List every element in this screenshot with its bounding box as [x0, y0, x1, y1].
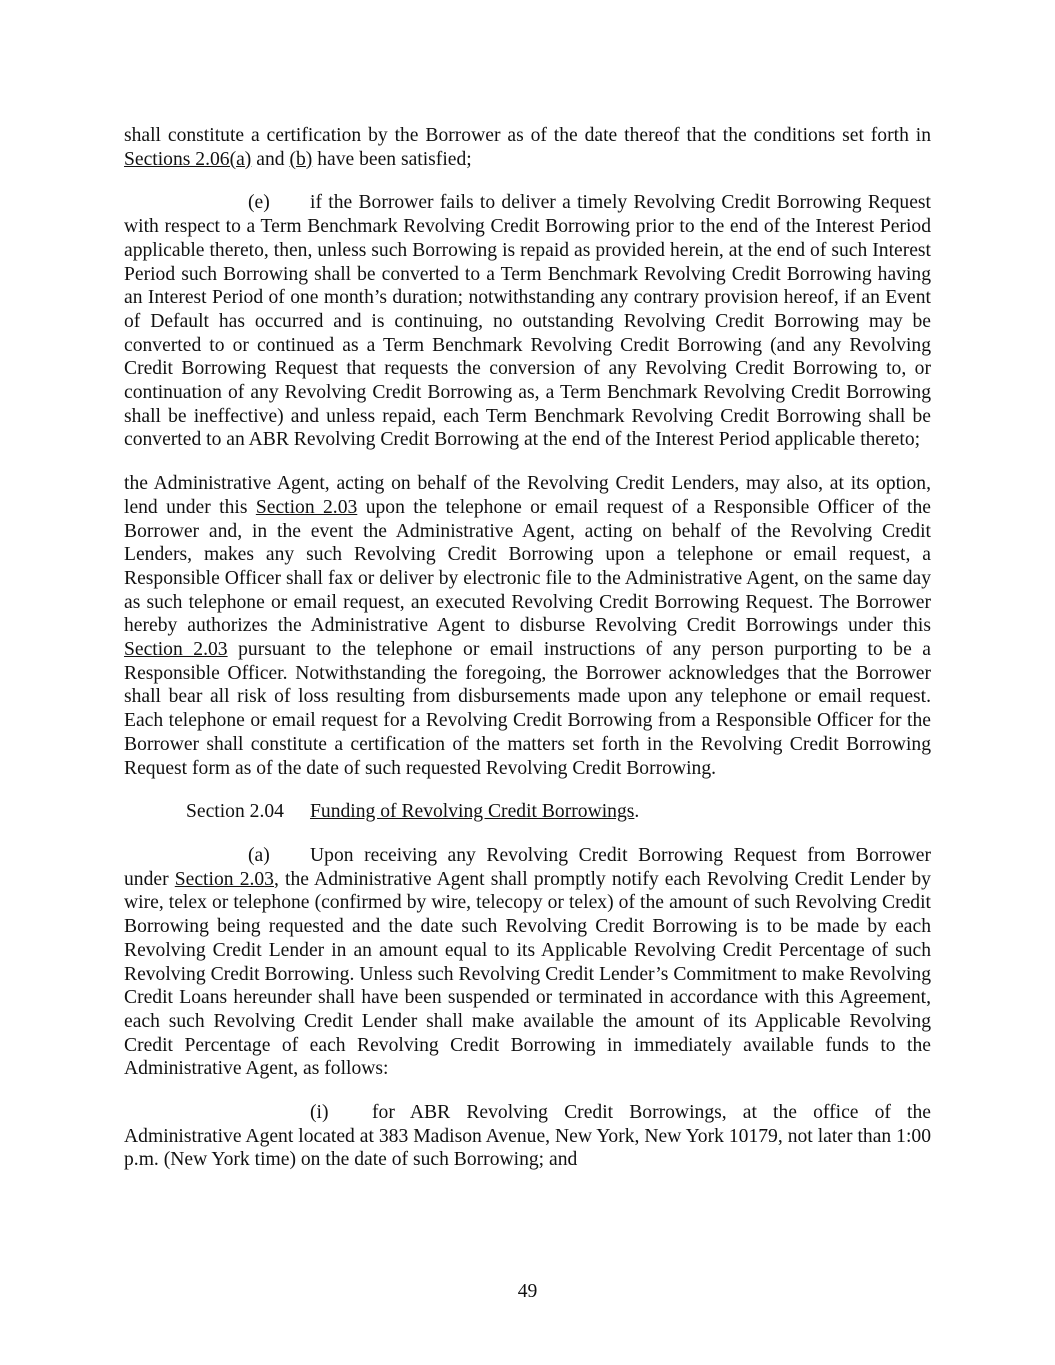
section-number: Section 2.04 [186, 801, 284, 823]
paragraph-text: upon the telephone or email request of a Responsible Officer of the Borrower and, in the event the Administrative Agent, acting on behalf of the Revolving Credit Lenders, makes any such Revolving Credit Borrowing upon a telephone or email request, a Responsible Officer shall fax or deliver by electronic file to the Administrative Agent, on the same day as such telephone or email request, an executed Revolving Credit Borrowing Request. The Borrower hereby authorizes the Administrative Agent to disburse Revolving Credit Borrowings under this [124, 496, 931, 637]
paragraph-text: pursuant to the telephone or email instructions of any person purporting to be a Responsible Officer. Notwithstanding the foregoing, the Borrower acknowledges that the Borrower shall bear all risk of loss resulting from disbursements made upon any telephone or email request. Each telephone or email request for a Revolving Credit Borrowing from a Responsible Officer for the Borrower shall constitute a certification of the matters set forth in the Revolving Credit Borrowing Request form as of the date of such requested Revolving Credit Borrowing. [124, 639, 931, 779]
clause-e [124, 191, 931, 452]
paragraph-telephone-request [124, 472, 931, 780]
clause-a [124, 844, 931, 1081]
paragraph-continuation [124, 124, 931, 171]
clause-label: (a) [248, 844, 270, 866]
section-reference: Sections 2.06(a) [124, 148, 252, 170]
paragraph-text: the Administrative Agent, acting on behalf of the Revolving Credit Lenders, may also, at its option, lend under this [124, 473, 931, 518]
page-number: 49 [517, 1281, 538, 1302]
document-page [124, 124, 931, 1172]
section-title-period: . [634, 801, 640, 823]
clause-text: Upon receiving any Revolving Credit Borrowing Request from Borrower under [124, 844, 931, 890]
section-reference: Section 2.03 [174, 868, 274, 890]
section-heading [186, 800, 931, 824]
clause-text: , the Administrative Agent shall promptly notify each Revolving Credit Lender by wire, telex or telephone (confirmed by wire, telecopy or telex) of the amount of such Revolving Credit Borrowing being requested and the date such Revolving Credit Borrowing is to be made by each Revolving Credit Lender in an amount equal to its Applicable Revolving Credit Percentage of such Revolving Credit Borrowing. Unless such Revolving Credit Lender’s Commitment to make Revolving Credit Loans hereunder shall have been suspended or terminated in accordance with this Agreement, each such Revolving Credit Lender shall make available the amount of its Applicable Revolving Credit Percentage of each Revolving Credit Borrowing in immediately available funds to the Administrative Agent, as follows: [124, 868, 931, 1080]
clause-text: for ABR Revolving Credit Borrowings, at the office of the Administrative Agent located at 383 Madison Avenue, New York, New York 10179, not later than 1:00 p.m. (New York time) on the date of such Borrowing; and [124, 1102, 931, 1171]
section-reference: Section 2.03 [124, 639, 228, 661]
section-title: Funding of Revolving Credit Borrowings [310, 801, 635, 823]
clause-label: (e) [248, 192, 270, 214]
section-reference: (b) [289, 148, 313, 170]
clause-text: if the Borrower fails to deliver a timely Revolving Credit Borrowing Request with respect to a Term Benchmark Revolving Credit Borrowing prior to the end of the Interest Period applicable thereto, then, unless such Borrowing is repaid as provided herein, at the end of such Interest Period such Borrowing shall be converted to a Term Benchmark Revolving Credit Borrowing having an Interest Period of one month’s duration; notwithstanding any contrary provision hereof, if an Event of Default has occurred and is continuing, no outstanding Revolving Credit Borrowing may be converted to or continued as a Term Benchmark Revolving Credit Borrowing (and any Revolving Credit Borrowing Request that requests the conversion of any Revolving Credit Borrowing to, or continuation of any Revolving Credit Borrowing as, a Term Benchmark Revolving Credit Borrowing shall be ineffective) and unless repaid, each Term Benchmark Revolving Credit Borrowing shall be converted to an ABR Revolving Credit Borrowing at the end of the Interest Period applicable thereto; [124, 192, 931, 451]
paragraph-text: have been satisfied; [312, 148, 472, 170]
paragraph-text: shall constitute a certification by the Borrower as of the date thereof that the conditions set forth in [124, 125, 931, 146]
clause-label: (i) [310, 1102, 329, 1124]
clause-i [124, 1101, 931, 1172]
paragraph-text: and [251, 148, 290, 170]
section-reference: Section 2.03 [255, 496, 358, 518]
